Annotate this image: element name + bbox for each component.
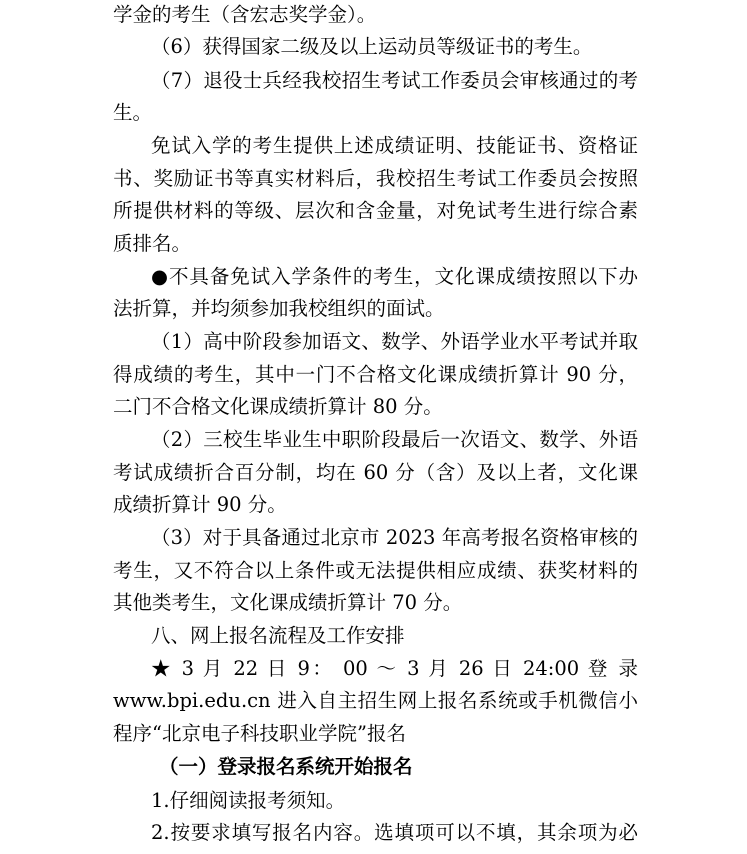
text-line: 学金的考生（含宏志奖学金）。 xyxy=(113,3,377,26)
text-line: 考试成绩折合百分制，均在 60 分（含）及以上者，文化课 xyxy=(113,461,638,484)
list-item: 2.按要求填写报名内容。选填项可以不填，其余项为必 xyxy=(151,821,638,844)
text-line: 其他类考生，文化课成绩折算计 70 分。 xyxy=(113,591,463,614)
subsection-heading: （一）登录报名系统开始报名 xyxy=(159,755,413,778)
text-line: 所提供材料的等级、层次和含金量，对免试考生进行综合素 xyxy=(113,199,638,222)
text-line: 二门不合格文化课成绩折算计 80 分。 xyxy=(113,395,443,418)
text-line: 程序“北京电子科技职业学院”报名 xyxy=(113,722,406,745)
text-line: （3）对于具备通过北京市 2023 年高考报名资格审核的 xyxy=(151,526,638,549)
text-line: 生。 xyxy=(113,101,153,124)
list-item: 1.仔细阅读报考须知。 xyxy=(151,789,346,812)
text-line: www.bpi.edu.cn 进入自主招生网上报名系统或手机微信小 xyxy=(113,689,638,712)
bullet-line: ●不具备免试入学条件的考生，文化课成绩按照以下办 xyxy=(151,265,638,288)
text-line: 免试入学的考生提供上述成绩证明、技能证书、资格证 xyxy=(151,134,638,157)
text-line: 成绩折算计 90 分。 xyxy=(113,493,287,516)
schedule-line: ★ 3 月 22 日 9： 00 ～ 3 月 26 日 24:00 登 录 xyxy=(151,657,638,680)
text-line: 质排名。 xyxy=(113,232,192,255)
text-line: （6）获得国家二级及以上运动员等级证书的考生。 xyxy=(151,35,593,58)
text-line: 法折算，并均须参加我校组织的面试。 xyxy=(113,297,445,320)
section-heading: 八、网上报名流程及工作安排 xyxy=(151,624,405,647)
text-line: （2）三校生毕业生中职阶段最后一次语文、数学、外语 xyxy=(151,428,638,451)
text-line: 考生，又不符合以上条件或无法提供相应成绩、获奖材料的 xyxy=(113,559,638,582)
text-line: 得成绩的考生，其中一门不合格文化课成绩折算计 90 分， xyxy=(113,363,638,386)
text-line: （1）高中阶段参加语文、数学、外语学业水平考试并取 xyxy=(151,330,638,353)
text-line: （7）退役士兵经我校招生考试工作委员会审核通过的考 xyxy=(151,69,638,92)
text-line: 书、奖励证书等真实材料后，我校招生考试工作委员会按照 xyxy=(113,167,638,190)
